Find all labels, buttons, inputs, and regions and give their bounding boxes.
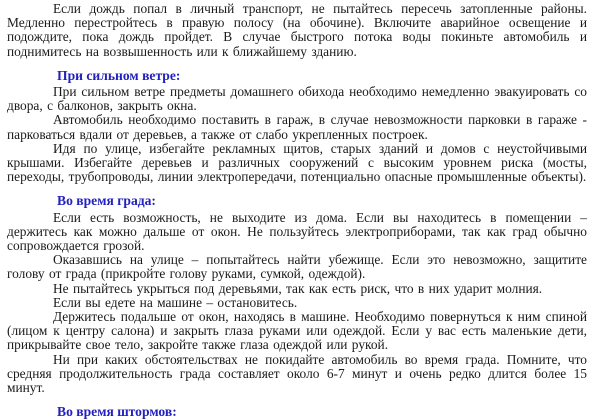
para-stop-car: Если вы едете на машине – остановитесь.: [53, 294, 298, 310]
para-stay-in-car: Ни при каких обстоятельствах не покидайте автомобиль во время града. Помните, что средняя продолжительность града составляет около 6-7 минут и очень редко длится более 15 минут.: [7, 351, 587, 396]
para-street-precautions: Идя по улице, избегайте рекламных щитов, старых зданий и домов с неустойчивыми крышами. Избегайте деревьев и различных сооружений с высоким уровнем риска (мосты, переходы, трубопроводы, линии электропередачи, потенциально опасные промышленные объекты).: [7, 140, 587, 185]
para-find-shelter: Оказавшись на улице – попытайтесь найти убежище. Если это невозможно, защитите голову от града (прикройте голову руками, сумкой, одеждой).: [7, 252, 587, 282]
para-stay-home: Если есть возможность, не выходите из дома. Если вы находитесь в помещении – держитесь как можно дальше от окон. Не пользуйтесь электроприборами, так как град обычно сопровождается грозой.: [7, 209, 587, 254]
para-away-from-windows: Держитесь подальше от окон, находясь в машине. Необходимо повернуться к ним спиной (лицом к центру салона) и закрыть глаза руками или одеждой. Если у вас есть маленькие дети, прикрывайте свое тело, закройте также глаза одеждой или рукой.: [7, 309, 587, 353]
heading-storms: Во время штормов:: [57, 404, 177, 419]
heading-strong-wind: При сильном ветре:: [57, 67, 181, 83]
para-household-items: При сильном ветре предметы домашнего обихода необходимо немедленно эвакуировать со двора, с балконов, закрыть окна.: [7, 84, 587, 114]
para-car-garage: Автомобиль необходимо поставить в гараж, в случае невозможности парковки в гараже - парковаться вдали от деревьев, а также от слабо укрепленных построек.: [7, 112, 587, 142]
para-avoid-trees: Не пытайтесь укрыться под деревьями, так как есть риск, что в них ударит молния.: [53, 280, 543, 296]
para-rain-in-transport: Если дождь попал в личный транспорт, не пытайтесь пересечь затопленные районы. Медленно перестройтесь в правую полосу (на обочине). Включите аварийное освещение и подождите, пока дождь пройдет. В случае быстрого потока воды покиньте автомобиль и поднимитесь на возвышенность или к ближайшему зданию.: [7, 1, 587, 59]
heading-hail: Во время града:: [57, 193, 156, 209]
